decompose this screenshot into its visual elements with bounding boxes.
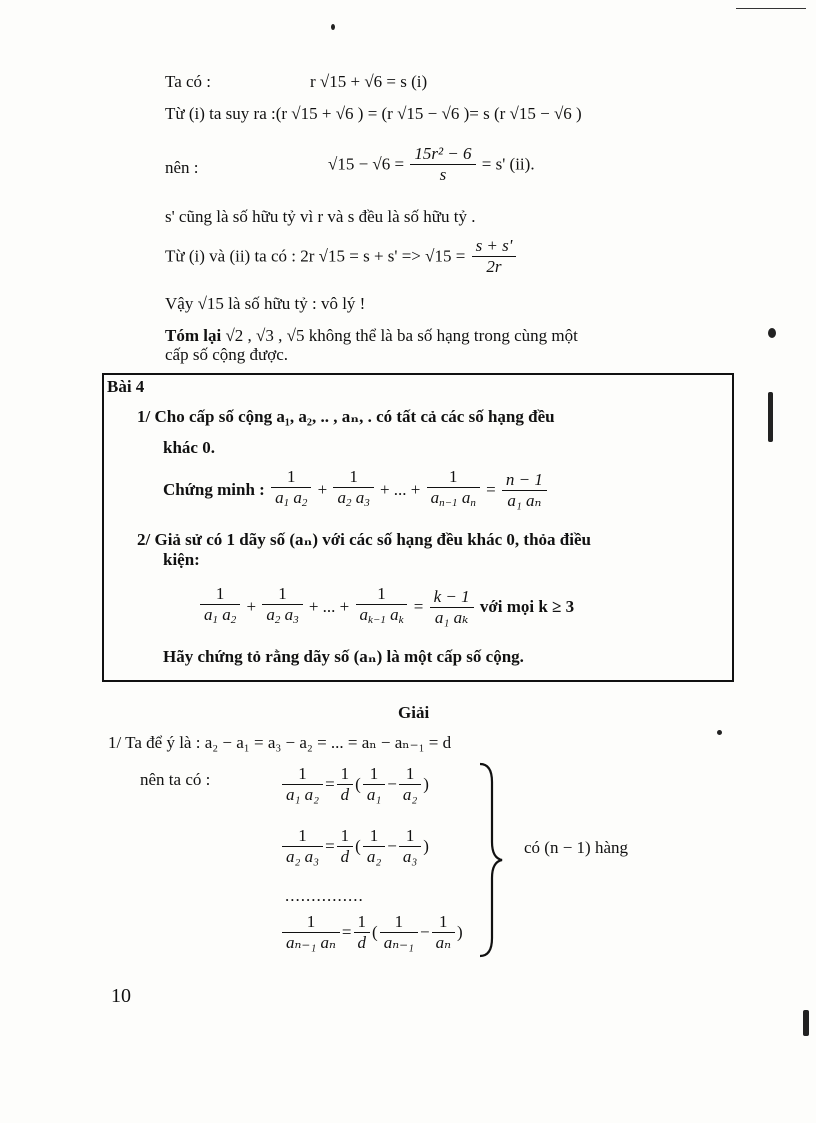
- scan-mark: [768, 392, 773, 442]
- row-coef-den: d: [337, 784, 354, 805]
- row-term-b-num: 1: [439, 912, 448, 931]
- row-term-a-num: 1: [369, 764, 379, 783]
- row-lhs-den: a₁ a₂: [282, 784, 323, 805]
- fraction-15r2-num: 15r² − 6: [414, 144, 472, 163]
- solution-row: $\frac{1}{\text{aₙ₋₁ aₙ}}$ = $\frac{1}{d}$ ( $\frac{1}{\text{aₙ₋₁}}$ − $\frac{1}{\text{aₙ}}$ ): [280, 912, 463, 953]
- problem-part-2-ask: Hãy chứng tỏ rằng dãy số (aₙ) là một cấp số cộng.: [163, 647, 524, 666]
- equation-ii-lhs: √15 − √6 =: [328, 154, 405, 174]
- row-lhs-num: 1: [298, 764, 307, 783]
- row-coef-den: d: [354, 932, 371, 953]
- fraction-s-plus-s: [472, 236, 517, 277]
- right-brace: [476, 762, 506, 958]
- cond-frac-3-den: $a_{k-1}$ $a_k$: [356, 604, 408, 630]
- problem-part-2: 2/ Giả sử có 1 dãy số (aₙ) với các số hạng đều khác 0, thỏa điều: [137, 530, 591, 549]
- row-term-b: [432, 912, 455, 953]
- row-term-a: [363, 764, 385, 805]
- prove-rhs: [502, 470, 547, 511]
- label-nen: nên :: [165, 158, 199, 177]
- tom-lai-rest: √2 , √3 , √5 không thể là ba số hạng trong cùng một: [221, 326, 578, 345]
- equation-i: r √15 + √6 = s (i): [310, 72, 428, 91]
- row-term-b: [399, 764, 421, 805]
- solution-label-nen-ta-co: nên ta có :: [140, 770, 211, 789]
- problem-part-1: 1/ Cho cấp số cộng a₁, a₂, .. , aₙ, . có tất cả các số hạng đều: [137, 407, 555, 426]
- row-lhs-den: a₂ a₃: [282, 846, 323, 867]
- cond-frac-3: [356, 584, 408, 630]
- prove-rhs-num: n − 1: [505, 469, 543, 489]
- scan-mark: [803, 1010, 809, 1036]
- prove-frac-1-num: 1: [286, 467, 296, 486]
- row-lhs-frac: [282, 912, 340, 953]
- solution-row: $\frac{1}{\text{a₂ a₃}}$ = $\frac{1}{d}$ ( $\frac{1}{\text{a₂}}$ − $\frac{1}{\text{a₃}}$ ): [280, 826, 429, 867]
- prove-rhs-den: a₁ aₙ: [502, 490, 547, 511]
- prove-frac-1-den: $a_1$ $a_2$: [271, 487, 311, 513]
- scan-line: [736, 8, 806, 9]
- row-term-b-den: a₂: [399, 784, 421, 805]
- equation-ii-rhs: = s' (ii).: [481, 154, 535, 174]
- cond-frac-2: [262, 584, 302, 630]
- line-tu-i-ii: [165, 236, 518, 277]
- row-term-a: [380, 912, 418, 953]
- label-ta-co: Ta có :: [165, 72, 212, 91]
- prove-frac-3: [427, 467, 480, 513]
- row-term-b-den: aₙ: [432, 932, 455, 953]
- line-ta-co: [165, 72, 211, 92]
- fraction-s-den: 2r: [472, 256, 517, 277]
- row-coef-frac: [337, 764, 354, 805]
- prove-line: Chứng minh : $\frac{1}{a_1 a_2}$ + $\frac{1}{a_2 a_3}$ + ... + $\frac{1}{a_{n-1} a_n}$ = $\frac{n - 1}{\text{a₁ aₙ}}$: [163, 467, 549, 513]
- row-term-b: [399, 826, 421, 867]
- problem-title: Bài 4: [107, 377, 145, 396]
- problem-part-2-cont: kiện:: [163, 550, 200, 569]
- cond-frac-3-num: 1: [377, 584, 386, 603]
- cond-frac-2-den: $a_2$ $a_3$: [262, 604, 302, 630]
- row-lhs-frac: [282, 826, 323, 867]
- row-lhs-num: 1: [306, 912, 316, 931]
- solution-row: $\frac{1}{\text{a₁ a₂}}$ = $\frac{1}{d}$ ( $\frac{1}{\text{a₁}}$ − $\frac{1}{\text{a₂}}$ ): [280, 764, 429, 805]
- prove-frac-1: [271, 467, 311, 513]
- row-coef-frac: [337, 826, 354, 867]
- row-coef-num: 1: [340, 764, 350, 783]
- line-tu-i-ii-text: Từ (i) và (ii) ta có : 2r √15 = s + s' => √15 =: [165, 246, 466, 266]
- page-number: 10: [111, 985, 131, 1007]
- row-lhs-num: 1: [298, 826, 307, 845]
- row-term-a: [363, 826, 385, 867]
- solution-line-1: 1/ Ta để ý là : a₂ − a₁ = a₃ − a₂ = ... = aₙ − aₙ₋₁ = d: [108, 733, 452, 752]
- cond-rhs-den: a₁ aₖ: [430, 607, 474, 628]
- prove-frac-2: [333, 467, 373, 513]
- solution-heading: Giải: [398, 703, 430, 722]
- row-term-b-num: 1: [405, 764, 415, 783]
- scan-speck: [768, 328, 776, 338]
- problem-part-1-cont: khác 0.: [163, 438, 215, 457]
- row-coef-num: 1: [357, 912, 367, 931]
- solution-dots: ...............: [285, 886, 364, 905]
- cond-tail: với mọi k ≥ 3: [479, 597, 575, 616]
- row-term-a-den: a₁: [363, 784, 385, 805]
- row-lhs-den: aₙ₋₁ aₙ: [282, 932, 340, 953]
- prove-frac-2-den: $a_2$ $a_3$: [333, 487, 373, 513]
- prove-frac-3-num: 1: [448, 467, 458, 486]
- cond-frac-2-num: 1: [278, 584, 287, 603]
- line-suy-ra: Từ (i) ta suy ra :(r √15 + √6 ) = (r √15 − √6 )= s (r √15 − √6 ): [165, 104, 582, 123]
- row-term-a-num: 1: [394, 912, 404, 931]
- cond-rhs-num: k − 1: [433, 586, 470, 606]
- row-lhs-frac: [282, 764, 323, 805]
- prove-frac-2-num: 1: [349, 467, 358, 486]
- row-term-a-den: a₂: [363, 846, 385, 867]
- side-note: có (n − 1) hàng: [524, 838, 629, 857]
- cond-rhs: [430, 587, 474, 628]
- row-term-a-den: aₙ₋₁: [380, 932, 418, 953]
- tom-lai-bold: Tóm lại: [165, 326, 222, 345]
- fraction-15r2: [410, 144, 475, 185]
- cond-frac-1: [200, 584, 240, 630]
- line-cap-so-cong: cấp số cộng được.: [165, 345, 289, 364]
- fraction-s-num: s + s': [475, 236, 513, 255]
- scan-speck: [717, 730, 722, 735]
- prove-label: Chứng minh :: [163, 480, 265, 499]
- prove-frac-3-den: $a_{n-1}$ $a_n$: [427, 487, 480, 513]
- fraction-15r2-den: s: [410, 164, 475, 185]
- line-huu-ty: s' cũng là số hữu tỷ vì r và s đều là số hữu tỷ .: [165, 207, 476, 226]
- cond-frac-1-num: 1: [215, 584, 225, 603]
- cond-frac-1-den: $a_1$ $a_2$: [200, 604, 240, 630]
- line-vo-ly: Vậy √15 là số hữu tỷ : vô lý !: [165, 294, 366, 313]
- row-term-b-den: a₃: [399, 846, 421, 867]
- equation-ii: [328, 144, 535, 185]
- row-coef-num: 1: [340, 826, 350, 845]
- line-tom-lai: [165, 326, 578, 346]
- scan-speck: [331, 24, 335, 30]
- condition-line: $\frac{1}{a_1 a_2}$ + $\frac{1}{a_2 a_3}$ + ... + $\frac{1}{a_{k-1} a_k}$ = $\frac{k - 1}{\text{a₁ aₖ}}$ với mọi k ≥ 3: [198, 584, 574, 630]
- row-term-a-num: 1: [369, 826, 379, 845]
- row-term-b-num: 1: [405, 826, 415, 845]
- row-coef-den: d: [337, 846, 354, 867]
- row-coef-frac: [354, 912, 371, 953]
